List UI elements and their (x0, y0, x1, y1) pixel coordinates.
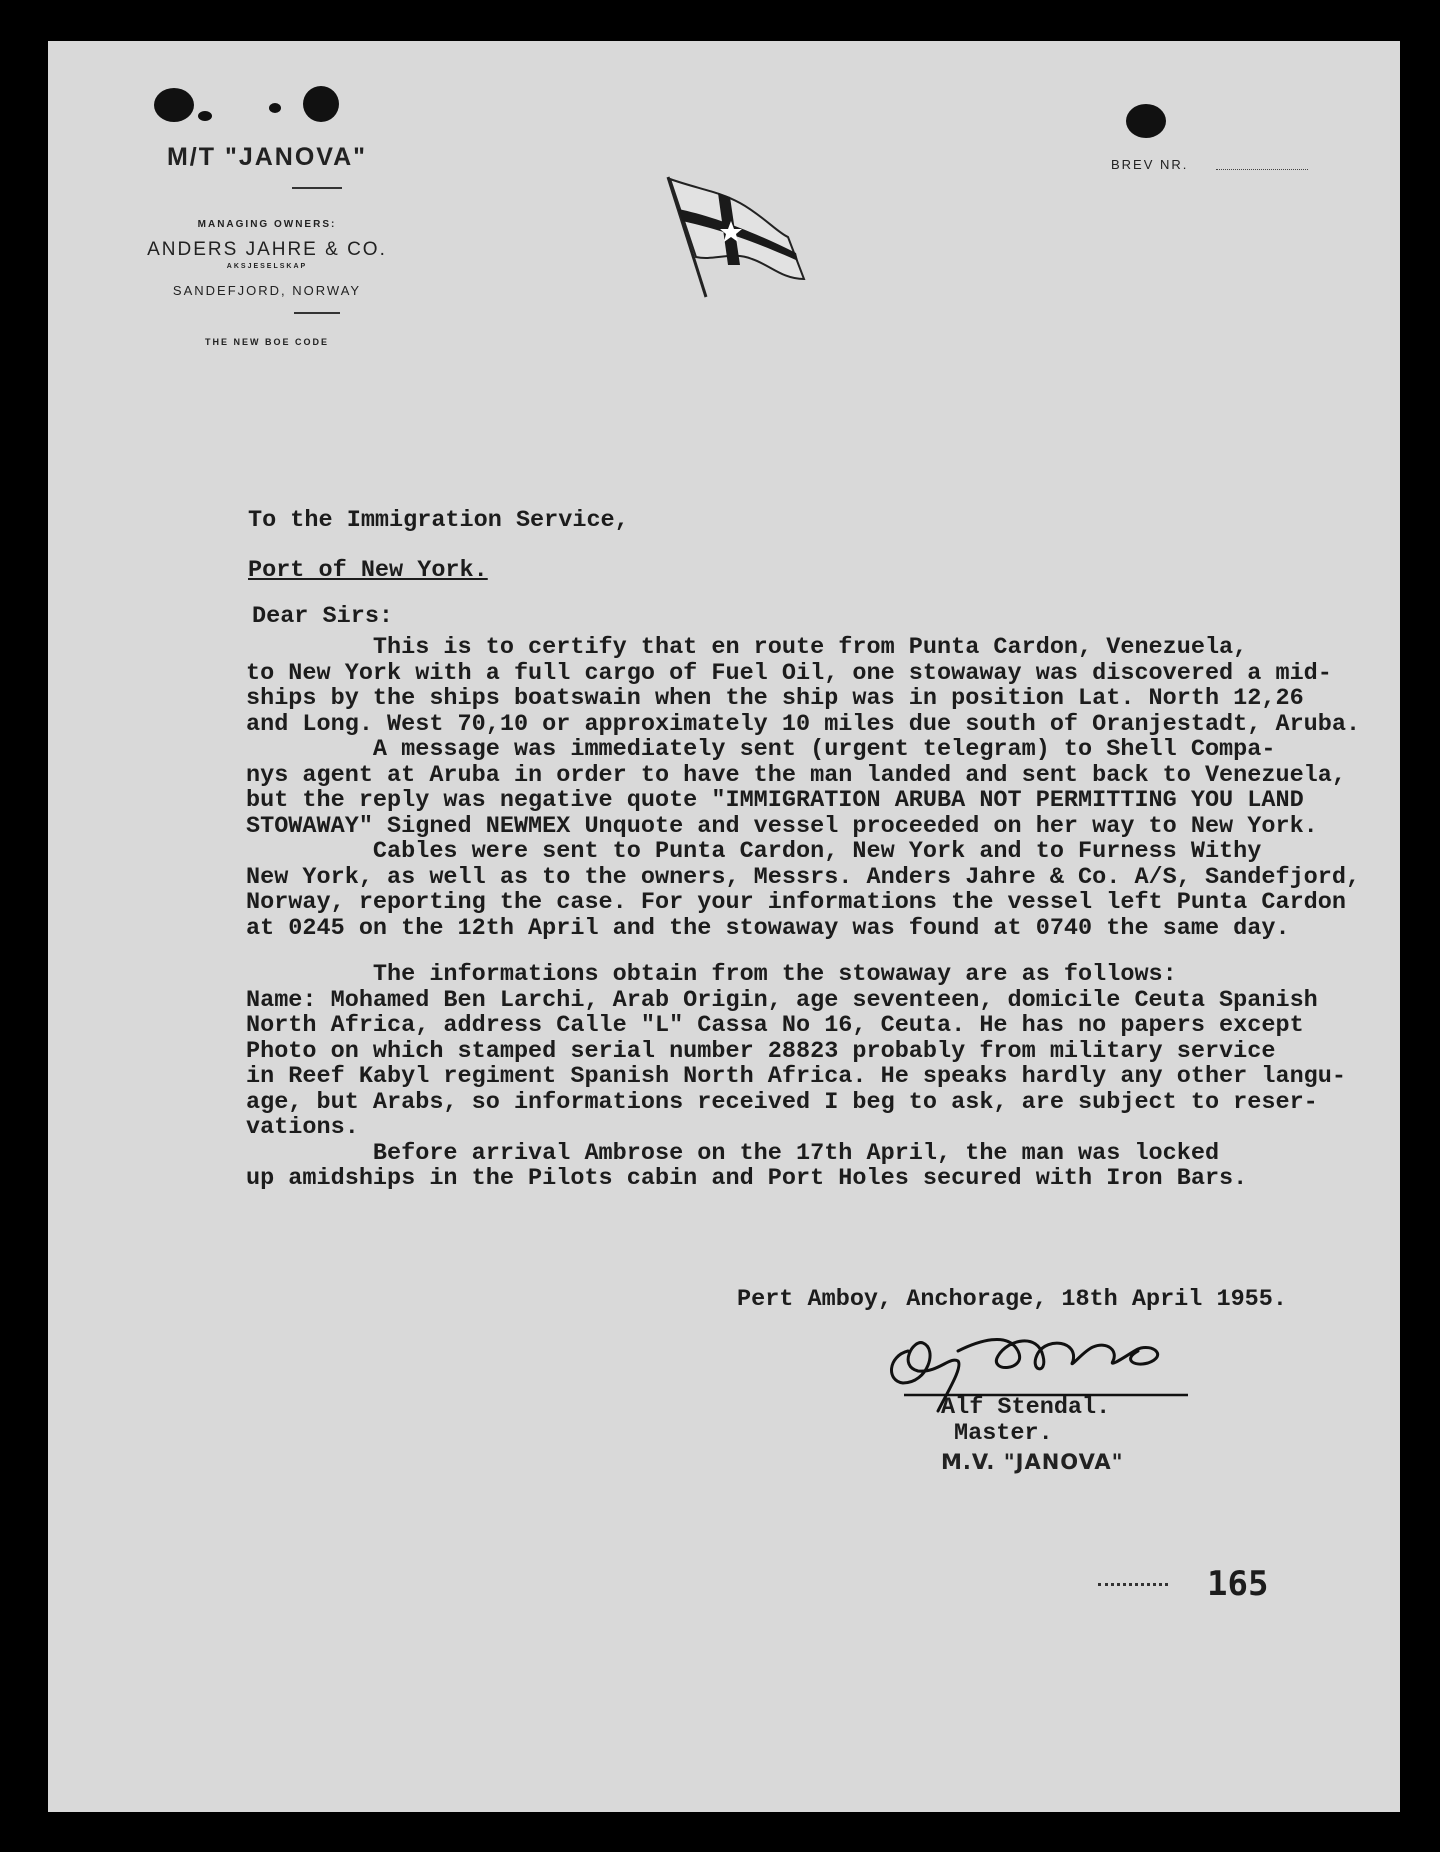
letter-paragraph-2 (246, 962, 1346, 1192)
body-line: ships by the ships boatswain when the ship was in position Lat. North 12,26 (246, 685, 1304, 712)
page-number: 165 (1207, 1564, 1269, 1604)
body-line: Cables were sent to Punta Cardon, New York and to Furness Withy (246, 838, 1262, 865)
company-location: SANDEFJORD, NORWAY (172, 283, 362, 298)
body-line: Norway, reporting the case. For your informations the vessel left Punta Cardon (246, 889, 1346, 916)
company-form: AKSJESELSKAP (226, 263, 308, 270)
place-date-line: Pert Amboy, Anchorage, 18th April 1955. (737, 1286, 1287, 1313)
ink-blot (1126, 104, 1166, 138)
letter-page (48, 41, 1400, 1812)
brev-nr-dotted-line (1216, 169, 1308, 170)
body-line: but the reply was negative quote "IMMIGRATION ARUBA NOT PERMITTING YOU LAND (246, 787, 1304, 814)
ship-name: M/T "JANOVA" (166, 143, 368, 171)
body-line: The informations obtain from the stowaway are as follows: (246, 961, 1177, 988)
body-line: North Africa, address Calle "L" Cassa No 16, Ceuta. He has no papers except (246, 1012, 1304, 1039)
body-line: Name: Mohamed Ben Larchi, Arab Origin, age seventeen, domicile Ceuta Spanish (246, 986, 1318, 1014)
signer-name: Alf Stendal. (941, 1394, 1111, 1421)
body-line: vations. (246, 1114, 359, 1141)
body-line: This is to certify that en route from Punta Cardon, Venezuela, (246, 634, 1248, 661)
letter-paragraph-1 (246, 635, 1360, 941)
divider (292, 187, 342, 189)
stamp-smudge (1098, 1583, 1168, 1589)
company-name: ANDERS JAHRE & CO. (147, 239, 387, 260)
managing-owners-label: MANAGING OWNERS: (197, 219, 337, 230)
ink-blot (198, 111, 212, 121)
body-line: Photo on which stamped serial number 28823 probably from military service (246, 1037, 1276, 1065)
recipient-line: To the Immigration Service, (248, 507, 629, 534)
body-line: and Long. West 70,10 or approximately 10 miles due south of Oranjestadt, Aruba. (246, 710, 1361, 738)
port-line: Port of New York. (248, 557, 488, 584)
signer-title: Master. (954, 1420, 1053, 1447)
company-flag-logo (658, 169, 818, 309)
code-line: THE NEW BOE CODE (204, 337, 329, 347)
body-line: age, but Arabs, so informations received I beg to ask, are subject to reser- (246, 1088, 1318, 1116)
body-line: STOWAWAY" Signed NEWMEX Unquote and vessel proceeded on her way to New York. (246, 812, 1318, 840)
ink-blot (269, 103, 281, 113)
salutation: Dear Sirs: (252, 603, 394, 630)
divider (294, 312, 340, 314)
body-line: A message was immediately sent (urgent telegram) to Shell Compa- (246, 736, 1276, 763)
body-line: to New York with a full cargo of Fuel Oil, one stowaway was discovered a mid- (246, 659, 1332, 687)
body-line: up amidships in the Pilots cabin and Port Holes secured with Iron Bars. (246, 1165, 1248, 1192)
body-line: in Reef Kabyl regiment Spanish North Africa. He speaks hardly any other langu- (246, 1063, 1346, 1090)
body-line: Before arrival Ambrose on the 17th April, the man was locked (246, 1139, 1220, 1167)
body-line: New York, as well as to the owners, Messrs. Anders Jahre & Co. A/S, Sandefjord, (246, 863, 1361, 891)
vessel-stamp: M.V. "JANOVA" (941, 1450, 1124, 1474)
body-line: at 0245 on the 12th April and the stowaway was found at 0740 the same day. (246, 914, 1290, 942)
ink-blot (154, 88, 194, 122)
brev-nr-label: BREV NR. (1111, 157, 1189, 172)
ink-blot (303, 86, 339, 122)
body-line: nys agent at Aruba in order to have the man landed and sent back to Venezuela, (246, 761, 1346, 789)
